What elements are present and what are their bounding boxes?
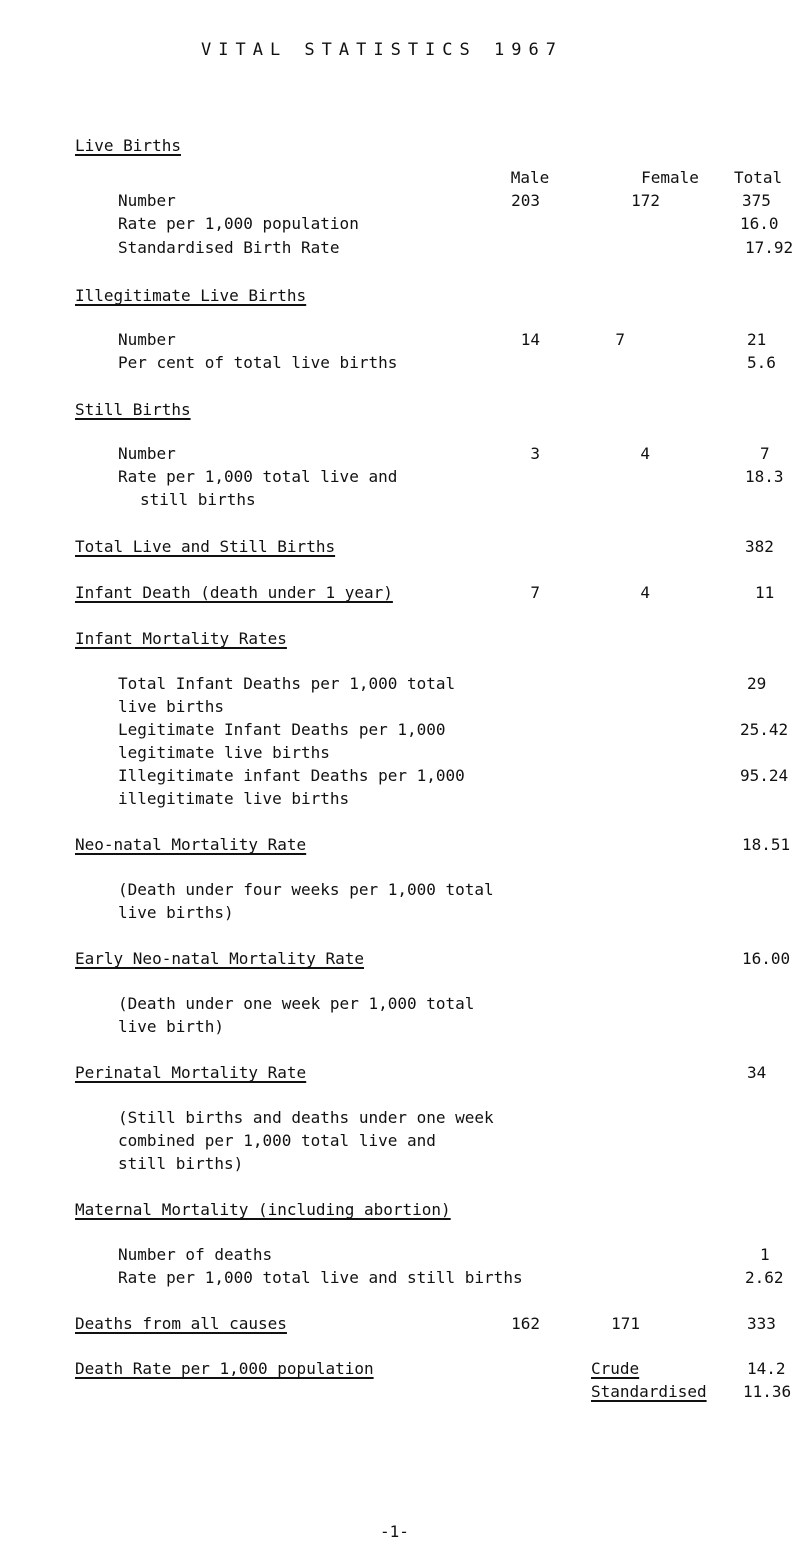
label-illegitimate-infant-deaths: Illegitimate infant Deaths per 1,000 [118,766,465,785]
value-birth-rate: 16.0 [740,214,779,233]
label-maternal-deaths: Number of deaths [118,1245,273,1264]
value-death-rate-standardised: 11.36 [743,1382,792,1401]
value-deaths-female: 171 [611,1314,640,1333]
value-illegitimate-total: 21 [747,330,767,349]
value-standardised-birth-rate: 17.92 [745,238,794,257]
label-death-rate: Death Rate per 1,000 population [75,1359,374,1378]
value-illegitimate-female: 7 [615,330,625,349]
label-illegitimate-number: Number [118,330,176,349]
value-illegitimate-male: 14 [520,330,540,349]
section-heading-illegitimate: Illegitimate Live Births [75,286,307,305]
desc-neo-natal: (Death under four weeks per 1,000 total [118,880,494,899]
label-still-births-rate: Rate per 1,000 total live and [118,467,398,486]
desc-early-neo-natal-cont: live birth) [118,1017,224,1036]
label-births-number: Number [118,191,176,210]
value-perinatal: 34 [747,1063,767,1082]
value-still-births-female: 4 [640,444,650,463]
value-infant-death-female: 4 [640,583,650,602]
label-total-live-still: Total Live and Still Births [75,537,336,556]
page-title: VITAL STATISTICS 1967 [201,40,563,60]
label-infant-death: Infant Death (death under 1 year) [75,583,393,602]
value-deaths-male: 162 [511,1314,540,1333]
section-heading-live-births: Live Births [75,136,181,155]
label-standardised-birth-rate: Standardised Birth Rate [118,238,340,257]
value-still-births-male: 3 [530,444,540,463]
page-number: -1- [380,1522,409,1541]
label-total-infant-deaths-cont: live births [118,697,224,716]
label-total-infant-deaths: Total Infant Deaths per 1,000 total [118,674,456,693]
section-heading-infant-mortality: Infant Mortality Rates [75,629,287,648]
value-early-neo-natal: 16.00 [742,949,791,968]
value-illegitimate-percent: 5.6 [747,353,776,372]
section-heading-neo-natal: Neo-natal Mortality Rate [75,835,307,854]
value-infant-death-male: 7 [530,583,540,602]
desc-perinatal-cont-1: combined per 1,000 total live and [118,1131,436,1150]
label-illegitimate-infant-deaths-cont: illegitimate live births [118,789,350,808]
value-total-infant-deaths: 29 [747,674,767,693]
value-neo-natal: 18.51 [742,835,791,854]
value-births-male: 203 [511,191,540,210]
value-illegitimate-infant-deaths: 95.24 [740,766,789,785]
value-births-female: 172 [631,191,660,210]
label-illegitimate-percent: Per cent of total live births [118,353,398,372]
desc-neo-natal-cont: live births) [118,903,234,922]
value-still-births-total: 7 [760,444,770,463]
label-death-rate-standardised: Standardised [591,1382,707,1401]
label-birth-rate: Rate per 1,000 population [118,214,359,233]
section-heading-perinatal: Perinatal Mortality Rate [75,1063,307,1082]
value-maternal-rate: 2.62 [745,1268,784,1287]
label-legitimate-infant-deaths: Legitimate Infant Deaths per 1,000 [118,720,446,739]
value-infant-death-total: 11 [755,583,775,602]
desc-perinatal-cont-2: still births) [118,1154,244,1173]
value-maternal-deaths: 1 [760,1245,770,1264]
label-still-births-rate-cont: still births [140,490,256,509]
label-legitimate-infant-deaths-cont: legitimate live births [118,743,330,762]
value-legitimate-infant-deaths: 25.42 [740,720,789,739]
label-maternal-rate: Rate per 1,000 total live and still births [118,1268,523,1287]
col-header-female: Female [641,168,699,187]
value-still-births-rate: 18.3 [745,467,784,486]
section-heading-early-neo-natal: Early Neo-natal Mortality Rate [75,949,364,968]
value-deaths-total: 333 [747,1314,776,1333]
value-total-live-still: 382 [745,537,774,556]
desc-perinatal: (Still births and deaths under one week [118,1108,494,1127]
label-death-rate-crude: Crude [591,1359,640,1378]
value-births-total: 375 [742,191,771,210]
desc-early-neo-natal: (Death under one week per 1,000 total [118,994,475,1013]
section-heading-maternal: Maternal Mortality (including abortion) [75,1200,451,1219]
col-header-male: Male [510,168,550,187]
section-heading-still-births: Still Births [75,400,191,419]
col-header-total: Total [734,168,783,187]
label-still-births-number: Number [118,444,176,463]
label-deaths-all-causes: Deaths from all causes [75,1314,287,1333]
value-death-rate-crude: 14.2 [747,1359,786,1378]
